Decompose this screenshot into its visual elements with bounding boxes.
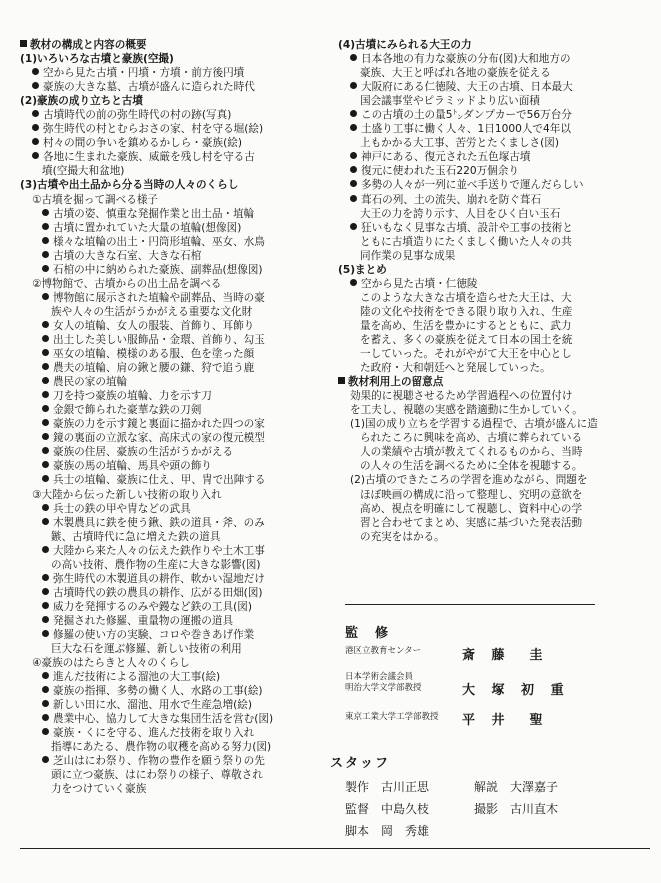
bullet-item-text: 博物館に展示された埴輪や副葬品、当時の豪 <box>53 291 265 304</box>
bullet-icon <box>42 602 49 609</box>
bullet-icon <box>42 237 49 244</box>
bullet-icon <box>350 223 357 230</box>
numbered-heading <box>20 193 338 207</box>
supervisor-3-name: 平 井 聖 <box>462 713 549 728</box>
subsection-heading-text: (2)豪族の成り立ちと古墳 <box>20 95 143 108</box>
bullet-icon <box>42 209 49 216</box>
subsection-heading <box>338 38 656 52</box>
paragraph-line-text: の充実をはかる。 <box>360 530 445 543</box>
bullet-item <box>20 207 338 221</box>
bullet-item-text: 豪族の力を示す鏡と裏面に描かれた四つの家 <box>53 418 265 431</box>
right-column <box>338 38 656 544</box>
paragraph-line-text: を工夫し、視聴の実感を踏適動に生かしていく。 <box>350 404 583 417</box>
bullet-icon <box>42 714 49 721</box>
paragraph-line-text: (1)国の成り立ちを学習する過程で、古墳が盛んに造 <box>350 418 598 431</box>
bullet-item <box>338 193 656 207</box>
paragraph-line <box>338 403 656 417</box>
bullet-continuation <box>20 768 338 782</box>
staff-producer: 製作 古川正思 <box>345 780 430 794</box>
bullet-item-text: この古墳の土の量5㌧ダンプカーで56万台分 <box>361 109 572 122</box>
bullet-continuation <box>338 94 656 108</box>
bullet-item <box>338 221 656 235</box>
bullet-item <box>20 445 338 459</box>
bullet-continuation-text: 国会議事堂やピラミッドより広い面積 <box>360 95 540 108</box>
bullet-item-text: 古墳時代の鉄の農具の耕作、広がる田畑(図) <box>53 586 263 599</box>
bullet-item-text: 日本各地の有力な豪族の分布(図)大和地方の <box>361 53 571 66</box>
bullet-icon <box>350 110 357 117</box>
bullet-continuation-text: 指導にあたる、農作物の収穫を高める努力(図) <box>51 741 272 754</box>
bullet-icon <box>42 504 49 511</box>
numbered-heading-text: ④豪族のはたらきと人々のくらし <box>32 657 190 670</box>
bullet-continuation-text: 陸の文化や技術をできる限り取り入れ、生産 <box>360 305 573 318</box>
bullet-icon <box>42 616 49 623</box>
paragraph-line <box>338 389 656 403</box>
numbered-heading-text: ①古墳を掘って調べる様子 <box>32 193 159 206</box>
bullet-continuation <box>338 66 656 80</box>
bullet-item <box>20 684 338 698</box>
bullet-continuation <box>338 136 656 150</box>
bullet-icon <box>32 82 39 89</box>
staff-screenplay: 脚本 岡 秀雄 <box>345 824 430 838</box>
bullet-item-text: 石棺の中に納められた豪族、副葬品(想像図) <box>53 263 263 276</box>
bullet-item <box>20 417 338 431</box>
section-heading <box>20 38 338 52</box>
bullet-item <box>20 670 338 684</box>
bullet-continuation-text: 墳(空撮大和盆地) <box>42 165 125 178</box>
paragraph-line <box>338 488 656 502</box>
paragraph-line <box>338 445 656 459</box>
bullet-item-text: 神戸にある、復元された五色塚古墳 <box>361 151 531 164</box>
numbered-heading-text: ③大陸から伝った新しい技術の取り入れ <box>32 488 222 501</box>
bullet-item <box>338 108 656 122</box>
bullet-item <box>20 502 338 516</box>
paragraph-line <box>338 417 656 431</box>
paragraph-line-text: ほぼ映画の構成に沿って整理し、究明の意欲を <box>360 488 583 501</box>
bullet-item-text: 様々な埴輪の出土・円筒形埴輪、巫女、水鳥 <box>53 235 265 248</box>
bullet-icon <box>350 195 357 202</box>
bullet-item-text: 豪族の馬の埴輪、馬具や頭の飾り <box>53 460 212 473</box>
bullet-item <box>20 712 338 726</box>
bullet-continuation-text: た政府・大和朝廷へと発展していった。 <box>360 362 551 375</box>
left-column <box>20 38 338 797</box>
bottom-line <box>20 848 650 849</box>
bullet-continuation <box>20 782 338 796</box>
bullet-item-text: 多勢の人々が一列に並べ手送りで運んだらしい <box>361 179 584 192</box>
bullet-item <box>20 473 338 487</box>
bullet-icon <box>350 124 357 131</box>
bullet-icon <box>42 588 49 595</box>
bullet-continuation-text: 力をつけていく豪族 <box>51 783 147 796</box>
paragraph-line <box>338 459 656 473</box>
bullet-item <box>20 459 338 473</box>
bullet-item-text: 古墳時代の前の弥生時代の村の跡(写真) <box>43 109 232 122</box>
bullet-icon <box>350 166 357 173</box>
staff-commentary: 解説 大澤嘉子 <box>474 780 559 794</box>
bullet-icon <box>42 377 49 384</box>
bullet-item <box>20 361 338 375</box>
bullet-item <box>338 277 656 291</box>
bullet-item-text: 巫女の埴輪、模様のある服、色を塗った顔 <box>53 348 255 361</box>
subsection-heading <box>20 52 338 66</box>
bullet-item <box>20 754 338 768</box>
supervisor-2-org: 日本学術会議会員 明治大学文学部教授 <box>345 672 422 693</box>
bullet-icon <box>42 686 49 693</box>
bullet-continuation-text: 大王の力を誇り示す、人目をひく白い玉石 <box>360 207 561 220</box>
bullet-item <box>20 600 338 614</box>
bullet-continuation <box>338 235 656 249</box>
bullet-item <box>338 80 656 94</box>
bullet-item <box>20 333 338 347</box>
bullet-icon <box>42 447 49 454</box>
bullet-item <box>338 178 656 192</box>
bullet-continuation-text: このような大きな古墳を造らせた大王は、大 <box>360 291 572 304</box>
bullet-continuation <box>20 642 338 656</box>
bullet-item <box>338 150 656 164</box>
bullet-item-text: 女人の埴輪、女人の服装、首飾り、耳飾り <box>53 319 255 332</box>
bullet-continuation-text: 同作業の見事な成果 <box>360 249 456 262</box>
bullet-icon <box>350 82 357 89</box>
bullet-icon <box>42 433 49 440</box>
bullet-icon <box>350 152 357 159</box>
bullet-item <box>20 389 338 403</box>
subsection-heading-text: (5)まとめ <box>338 263 387 276</box>
bullet-continuation <box>338 333 656 347</box>
paragraph-line-text: 習と合わせてまとめ、実感に基づいた発表活動 <box>360 516 583 529</box>
bullet-item <box>20 221 338 235</box>
bullet-item-text: 古墳の大きな石室、大きな石棺 <box>53 249 202 262</box>
paragraph-line-text: (2)古墳のできたころの学習を進めながら、問題を <box>350 474 588 487</box>
numbered-heading <box>20 488 338 502</box>
bullet-icon <box>32 110 39 117</box>
bullet-item <box>20 122 338 136</box>
supervisor-3-org: 東京工業大学工学部教授 <box>345 712 439 722</box>
bullet-icon <box>42 546 49 553</box>
bullet-icon <box>42 419 49 426</box>
bullet-item-text: 豪族の住居、豪族の生活がうかがえる <box>53 446 234 459</box>
bullet-item <box>338 164 656 178</box>
bullet-item-text: 農夫の埴輪、肩の鍬と腰の鎌、狩で追う鹿 <box>53 362 255 375</box>
bullet-item <box>20 347 338 361</box>
square-bullet-icon <box>338 377 345 384</box>
bullet-item-text: 刀を持つ豪族の埴輪、力を示す刀 <box>53 390 212 403</box>
bullet-icon <box>42 349 49 356</box>
bullet-item-text: 村々の間の争いを鎮めるかしら・豪族(絵) <box>43 137 242 150</box>
bullet-continuation <box>338 249 656 263</box>
supervision-title: 監 修 <box>345 626 391 641</box>
bullet-continuation-text: 頭に立つ豪族、はにわ祭りの様子、尊敬され <box>51 769 263 782</box>
bullet-item-text: 修羅の使い方の実験、コロや巻きあげ作業 <box>53 628 255 641</box>
bullet-item-text: 弥生時代の木製道具の耕作、軟かい湿地だけ <box>53 572 265 585</box>
bullet-item <box>20 698 338 712</box>
bullet-item-text: 古墳の姿、慎重な発掘作業と出土品・埴輪 <box>53 207 255 220</box>
paragraph-line-text: 人の業績や古墳が教えてくれるものから、当時 <box>360 446 583 459</box>
bullet-item-text: 豪族の大きな墓、古墳が盛んに造られた時代 <box>43 81 255 94</box>
bullet-item <box>20 544 338 558</box>
bullet-item <box>20 249 338 263</box>
subsection-heading <box>20 94 338 108</box>
bullet-continuation <box>338 305 656 319</box>
bullet-item <box>20 80 338 94</box>
bullet-icon <box>42 756 49 763</box>
bullet-icon <box>42 630 49 637</box>
bullet-item-text: 威力を発揮するのみや鏝など鉄の工具(図) <box>53 600 252 613</box>
bullet-continuation <box>20 530 338 544</box>
bullet-item <box>20 263 338 277</box>
bullet-item <box>20 291 338 305</box>
bullet-icon <box>42 700 49 707</box>
bullet-item-text: 兵士の鉄の甲や冑などの武具 <box>53 502 191 515</box>
bullet-item <box>20 726 338 740</box>
bullet-continuation <box>338 319 656 333</box>
bullet-item-text: 大陸から来た人々の伝えた鉄作りや土木工事 <box>53 544 265 557</box>
paragraph-line <box>338 530 656 544</box>
bullet-continuation <box>338 347 656 361</box>
section-heading-text: 教材の構成と内容の概要 <box>30 39 147 51</box>
supervisor-2-name: 大 塚 初 重 <box>462 683 570 698</box>
divider-line <box>345 604 595 605</box>
bullet-item-text: 土盛り工事に働く人々、1日1000人で4年以 <box>361 123 571 136</box>
bullet-item <box>20 403 338 417</box>
bullet-item <box>20 66 338 80</box>
bullet-icon <box>42 574 49 581</box>
bullet-continuation <box>338 291 656 305</box>
paragraph-line <box>338 516 656 530</box>
bullet-item-text: 兵士の埴輪、豪族に仕え、甲、冑で出陣する <box>53 474 266 487</box>
bullet-item-text: 葺石の列、土の流失、崩れを防ぐ葺石 <box>361 193 542 206</box>
bullet-icon <box>42 728 49 735</box>
bullet-icon <box>42 405 49 412</box>
bullet-item-text: 発掘された修羅、重量物の運搬の道具 <box>53 614 234 627</box>
bullet-continuation-text: 巨大な石を運ぶ修羅、新しい技術の利用 <box>51 643 242 656</box>
staff-cinematography: 撮影 古川直木 <box>474 802 559 816</box>
supervisor-1-name: 斎 藤 圭 <box>462 648 549 663</box>
bullet-item-text: 芝山はにわ祭り、作物の豊作を願う祭りの先 <box>53 755 265 768</box>
bullet-item-text: 復元に使われた玉石220万個余り <box>361 165 519 178</box>
bullet-icon <box>32 138 39 145</box>
bullet-item-text: 豪族の指揮、多勢の働く人、水路の工事(絵) <box>53 685 263 698</box>
paragraph-line <box>338 473 656 487</box>
bullet-continuation <box>20 164 338 178</box>
bullet-item-text: 各地に生まれた豪族、威厳を残し村を守る古 <box>43 151 255 164</box>
numbered-heading-text: ②博物館で、古墳からの出土品を調べる <box>32 277 222 290</box>
subsection-heading <box>20 178 338 192</box>
subsection-heading-text: (4)古墳にみられる大王の力 <box>338 39 472 51</box>
bullet-icon <box>350 180 357 187</box>
paragraph-line <box>338 431 656 445</box>
bullet-icon <box>42 293 49 300</box>
bullet-icon <box>42 363 49 370</box>
bullet-icon <box>32 124 39 131</box>
bullet-continuation <box>20 740 338 754</box>
bullet-icon <box>42 223 49 230</box>
bullet-icon <box>42 518 49 525</box>
bullet-continuation <box>338 207 656 221</box>
bullet-item-text: 農業中心、協力して大きな集団生活を営む(図) <box>53 713 274 726</box>
bullet-icon <box>42 461 49 468</box>
bullet-icon <box>42 251 49 258</box>
bullet-item <box>20 586 338 600</box>
bullet-item-text: 古墳に置かれていた大量の埴輪(想像図) <box>53 221 242 234</box>
bullet-item <box>20 431 338 445</box>
numbered-heading <box>20 277 338 291</box>
bullet-item <box>20 614 338 628</box>
subsection-heading-text: (1)いろいろな古墳と豪族(空撮) <box>20 53 174 66</box>
square-bullet-icon <box>20 40 27 47</box>
bullet-item-text: 進んだ技術による溜池の大工事(絵) <box>53 671 221 684</box>
bullet-item-text: 鏡の裏面の立派な家、高床式の家の復元模型 <box>53 432 265 445</box>
bullet-item-text: 金銀で飾られた豪華な鉄の刀剣 <box>53 404 202 417</box>
section-heading <box>338 375 656 389</box>
subsection-heading-text: (3)古墳や出土品から分る当時の人々のくらし <box>20 179 239 192</box>
section-heading-text: 教材利用上の留意点 <box>348 376 444 389</box>
paragraph-line <box>338 502 656 516</box>
bullet-item <box>20 136 338 150</box>
bullet-continuation <box>20 305 338 319</box>
bullet-icon <box>350 54 357 61</box>
bullet-continuation-text: を蓄え、多くの豪族を従えて日本の国土を統 <box>360 333 573 346</box>
bullet-item <box>20 150 338 164</box>
bullet-item-text: 空から見た古墳・仁徳陵 <box>361 277 478 290</box>
bullet-continuation <box>338 361 656 375</box>
bullet-item-text: 空から見た古墳・円墳・方墳・前方後円墳 <box>43 67 245 80</box>
bullet-continuation-text: 族や人々の生活がうかがえる重要な文化財 <box>51 305 253 318</box>
bullet-item-text: 大阪府にある仁徳陵、大王の古墳、日本最大 <box>361 81 573 94</box>
bullet-icon <box>42 672 49 679</box>
bullet-icon <box>42 335 49 342</box>
bullet-continuation <box>20 558 338 572</box>
bullet-icon <box>32 68 39 75</box>
paragraph-line-text: 効果的に視聴させるため学習過程への位置付け <box>350 390 573 403</box>
bullet-icon <box>350 279 357 286</box>
bullet-continuation-text: 鏃、古墳時代に急に増えた鉄の道具 <box>51 530 221 543</box>
bullet-icon <box>42 475 49 482</box>
bullet-icon <box>42 391 49 398</box>
bullet-item-text: 木製農具に鉄を使う鍬、鉄の道具・斧、のみ <box>53 516 265 529</box>
bullet-item <box>20 319 338 333</box>
bullet-icon <box>42 321 49 328</box>
bullet-item-text: 出土した美しい服飾品・金環、首飾り、勾玉 <box>53 333 265 346</box>
bullet-continuation-text: 量を高め、生活を豊かにするとともに、武力 <box>360 319 572 332</box>
paragraph-line-text: られたころに興味を高め、古墳に葬られている <box>360 432 583 445</box>
bullet-item <box>20 108 338 122</box>
paragraph-line-text: 高め、視点を明確にして視聴し、資料中心の学 <box>360 502 583 515</box>
bullet-icon <box>42 265 49 272</box>
subsection-heading <box>338 263 656 277</box>
bullet-continuation-text: 上もかかる大工事、苦労とたくましさ(図) <box>360 137 559 150</box>
bullet-item <box>338 52 656 66</box>
supervisor-1-org: 港区立教育センター <box>345 646 422 656</box>
bullet-icon <box>32 152 39 159</box>
bullet-item <box>20 516 338 530</box>
bullet-continuation-text: の高い技術、農作物の生産に大きな影響(図) <box>51 558 261 571</box>
bullet-continuation-text: 一していった。それがやがて大王を中心とし <box>360 348 572 361</box>
bullet-item-text: 農民の家の埴輪 <box>53 376 128 389</box>
bullet-item <box>20 375 338 389</box>
numbered-heading <box>20 656 338 670</box>
bullet-item-text: 弥生時代の村とむらおさの家、村を守る堀(絵) <box>43 123 264 136</box>
bullet-continuation-text: ともに古墳造りにたくましく働いた人々の共 <box>360 235 572 248</box>
bullet-continuation-text: 豪族、大王と呼ばれ各地の豪族を従える <box>360 67 551 80</box>
paragraph-line-text: の人々の生活を調べるために全体を視聴する。 <box>360 460 583 473</box>
bullet-item <box>20 572 338 586</box>
staff-title: スタッフ <box>330 756 391 771</box>
staff-director: 監督 中島久枝 <box>345 802 430 816</box>
bullet-item-text: 狂いもなく見事な古墳、設計や工事の技術と <box>361 221 573 234</box>
bullet-item <box>20 628 338 642</box>
bullet-item-text: 新しい田に水、溜池、用水で生産急増(絵) <box>53 699 252 712</box>
bullet-item-text: 豪族・くにを守る、進んだ技術を取り入れ <box>53 727 255 740</box>
bullet-item <box>338 122 656 136</box>
bullet-item <box>20 235 338 249</box>
